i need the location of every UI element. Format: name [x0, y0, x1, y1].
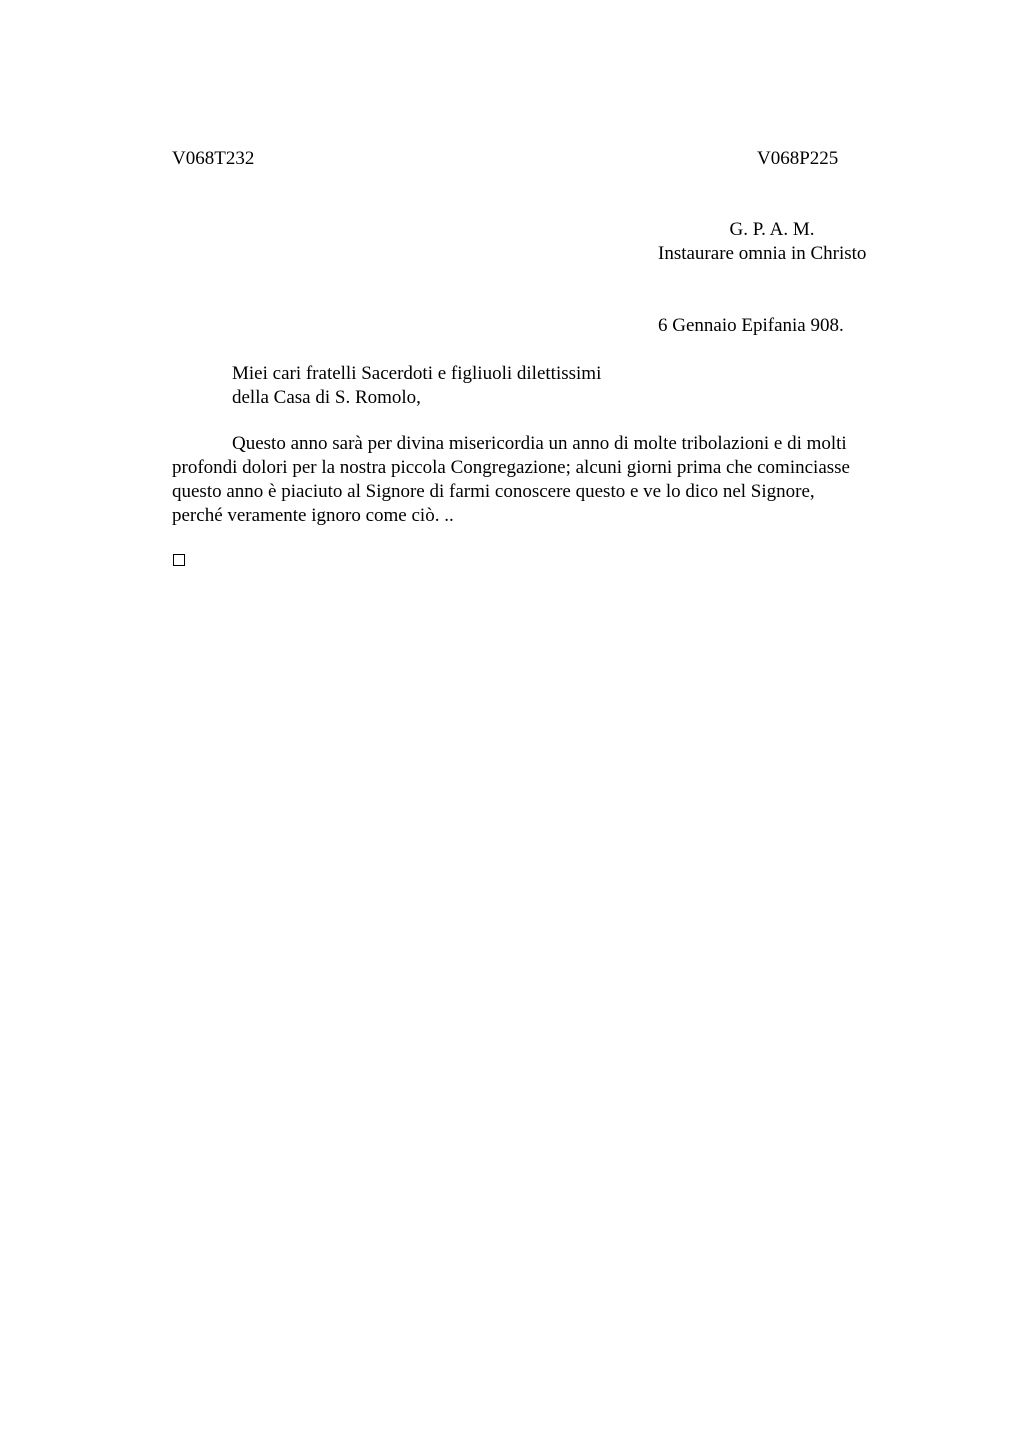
body-line-3: questo anno è piaciuto al Signore di farmi conoscere questo e ve lo dico nel Signore,	[172, 481, 815, 502]
salutation-line-2: della Casa di S. Romolo,	[232, 387, 421, 408]
motto-block	[658, 218, 886, 266]
body-line-4: perché veramente ignoro come ciò. ..	[172, 505, 454, 526]
document-code-left: V068T232	[172, 148, 255, 169]
body-line-1: Questo anno sarà per divina misericordia un anno di molte tribolazioni e di molti	[232, 433, 847, 454]
document-code-right: V068P225	[757, 148, 839, 169]
motto-text: Instaurare omnia in Christo	[658, 243, 867, 264]
salutation-line-1: Miei cari fratelli Sacerdoti e figliuoli dilettissimi	[232, 363, 602, 384]
motto-initials: G. P. A. M.	[729, 219, 815, 240]
salutation	[232, 362, 601, 410]
letter-date: 6 Gennaio Epifania 908.	[658, 315, 844, 336]
body-paragraph	[172, 432, 912, 528]
body-line-2: profondi dolori per la nostra piccola Congregazione; alcuni giorni prima che cominciasse	[172, 457, 850, 478]
empty-square-icon	[173, 554, 185, 566]
